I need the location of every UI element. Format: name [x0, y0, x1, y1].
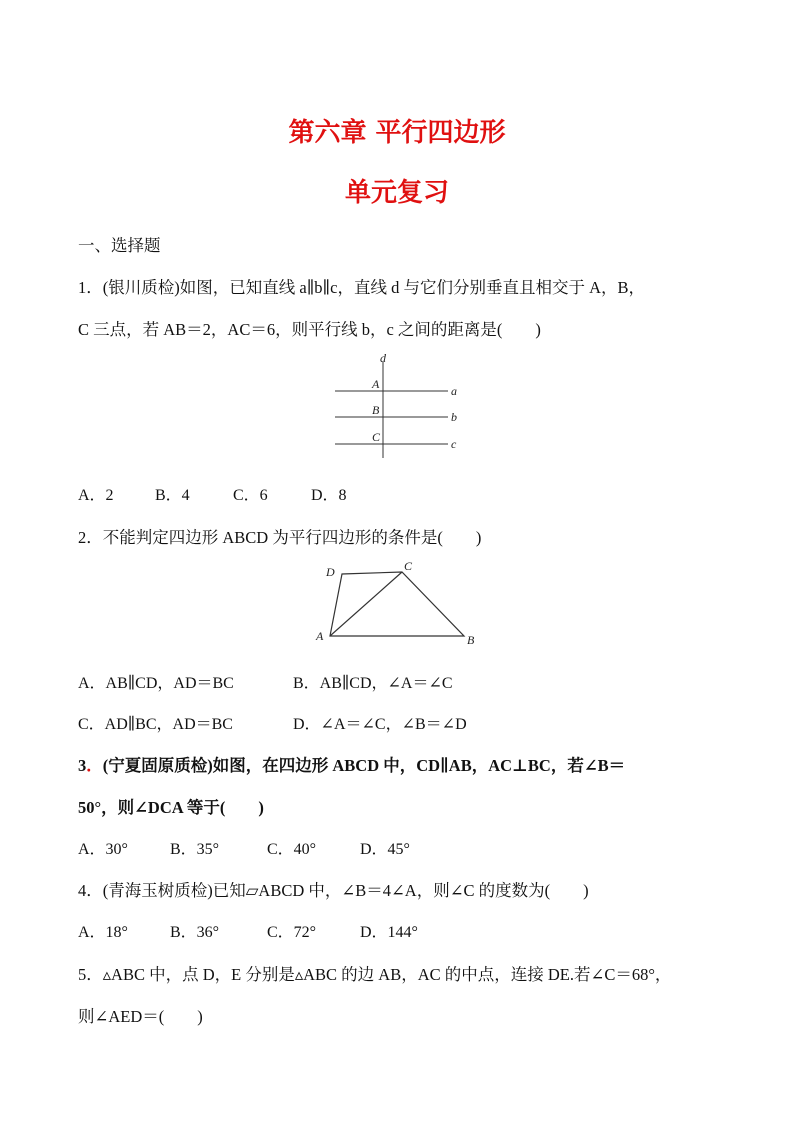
question-2-option-b: B．AB∥CD，∠A＝∠C [293, 675, 453, 692]
section-heading: 一、选择题 [78, 236, 161, 255]
question-3-line-1 [78, 752, 625, 776]
label-A: A [316, 629, 324, 643]
label-c: c [451, 437, 457, 451]
label-B: B [372, 403, 380, 417]
label-D: D [326, 565, 335, 579]
question-1-line-1: 1．(银川质检)如图，已知直线 a∥b∥c，直线 d 与它们分别垂直且相交于 A，B， [78, 278, 646, 297]
question-2-option-c: C．AD∥BC，AD＝BC [78, 716, 233, 733]
question-2-line-1: 2．不能判定四边形 ABCD 为平行四边形的条件是( ) [78, 528, 482, 547]
label-b: b [451, 410, 457, 424]
question-2-option-a: A．AB∥CD，AD＝BC [78, 675, 234, 692]
question-4-option-c: C．72° [267, 924, 317, 941]
question-3-dot: ． [86, 756, 103, 775]
question-1-option-b: B．4 [155, 487, 190, 504]
question-3-option-c: C．40° [267, 841, 317, 858]
question-3-text: (宁夏固原质检)如图，在四边形 ABCD 中，CD∥AB，AC⊥BC，若∠B＝ [102, 756, 626, 775]
label-B: B [467, 633, 475, 647]
question-1-option-d: D．8 [311, 487, 347, 504]
question-5-line-2: 则∠AED＝( ) [78, 1007, 203, 1026]
question-1-figure [330, 350, 470, 462]
question-2-option-d: D．∠A＝∠C，∠B＝∠D [293, 716, 467, 733]
label-A: A [372, 377, 380, 391]
label-d: d [380, 351, 386, 365]
label-C: C [404, 559, 413, 573]
question-4-option-d: D．144° [360, 924, 418, 941]
quadrilateral-abcd [330, 572, 464, 636]
question-3-number: 3 [78, 756, 87, 775]
label-a: a [451, 384, 457, 398]
question-4-option-a: A．18° [78, 924, 128, 941]
question-3-line-2: 50°，则∠DCA 等于( ) [78, 798, 264, 817]
chapter-title: 第六章 平行四边形 [288, 118, 506, 148]
section-subtitle: 单元复习 [344, 178, 449, 208]
question-3-option-d: D．45° [360, 841, 410, 858]
question-5-line-1: 5．▵ABC 中，点 D，E 分别是▵ABC 的边 AB，AC 的中点，连接 DE.若∠C＝68°， [78, 965, 672, 984]
question-1-option-a: A．2 [78, 487, 114, 504]
question-3-option-b: B．35° [170, 841, 220, 858]
question-4-option-b: B．36° [170, 924, 220, 941]
label-C: C [372, 430, 381, 444]
question-4-line-1: 4．(青海玉树质检)已知▱ABCD 中，∠B＝4∠A，则∠C 的度数为( ) [78, 881, 589, 900]
question-2-figure [312, 558, 482, 650]
question-3-option-a: A．30° [78, 841, 128, 858]
question-1-line-2: C 三点，若 AB＝2，AC＝6，则平行线 b，c 之间的距离是( ) [78, 320, 541, 339]
question-1-option-c: C．6 [233, 487, 268, 504]
